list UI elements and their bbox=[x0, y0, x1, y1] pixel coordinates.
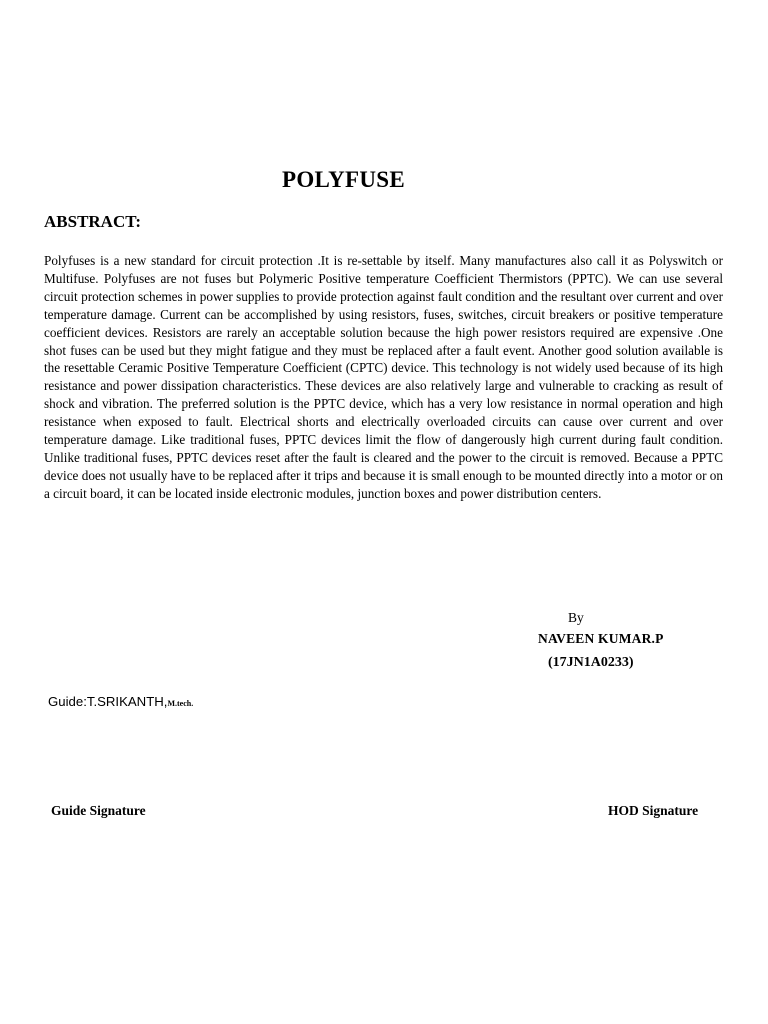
guide-qualification: M.tech. bbox=[167, 699, 194, 708]
guide-signature-label: Guide Signature bbox=[51, 803, 146, 818]
hod-signature-label: HOD Signature bbox=[608, 803, 699, 818]
document-title: POLYFUSE bbox=[282, 167, 405, 192]
author-name: NAVEEN KUMAR.P bbox=[538, 631, 664, 646]
author-roll-number: (17JN1A0233) bbox=[548, 655, 634, 670]
guide-name: Guide:T.SRIKANTH, bbox=[48, 694, 168, 709]
guide-line bbox=[48, 694, 193, 712]
abstract-heading: ABSTRACT: bbox=[44, 212, 141, 231]
abstract-text: Polyfuses is a new standard for circuit protection .It is re-settable by itself. Many manufactures also call it as Polyswitch or Multifuse. Polyfuses are not fuses but Polymeric Positive temperature Coefficient Thermistors (PPTC). We can use several circuit protection schemes in power supplies to provide protection against fault condition and the resultant over current and over temperature damage. Current can be accomplished by using resistors, fuses, switches, circuit breakers or positive temperature coefficient devices. Resistors are rarely an acceptable solution because the high power resistors required are expensive .One shot fuses can be used but they might fatigue and they must be replaced after a fault event. Another good solution available is the resettable Ceramic Positive Temperature Coefficient (CPTC) device. This technology is not widely used because of its high resistance and power dissipation characteristics. These devices are also relatively large and vulnerable to cracking as result of shock and vibration. The preferred solution is the PPTC device, which has a very low resistance in normal operation and high resistance when exposed to fault. Electrical shorts and electrically overloaded circuits can cause over current and over temperature damage. Like traditional fuses, PPTC devices limit the flow of dangerously high current during fault condition. Unlike traditional fuses, PPTC devices reset after the fault is cleared and the power to the circuit is removed. Because a PPTC device does not usually have to be replaced after it trips and because it is small enough to be mounted directly into a motor or on a circuit board, it can be located inside electronic modules, junction boxes and power distribution centers. bbox=[44, 253, 723, 501]
by-label: By bbox=[568, 610, 584, 625]
